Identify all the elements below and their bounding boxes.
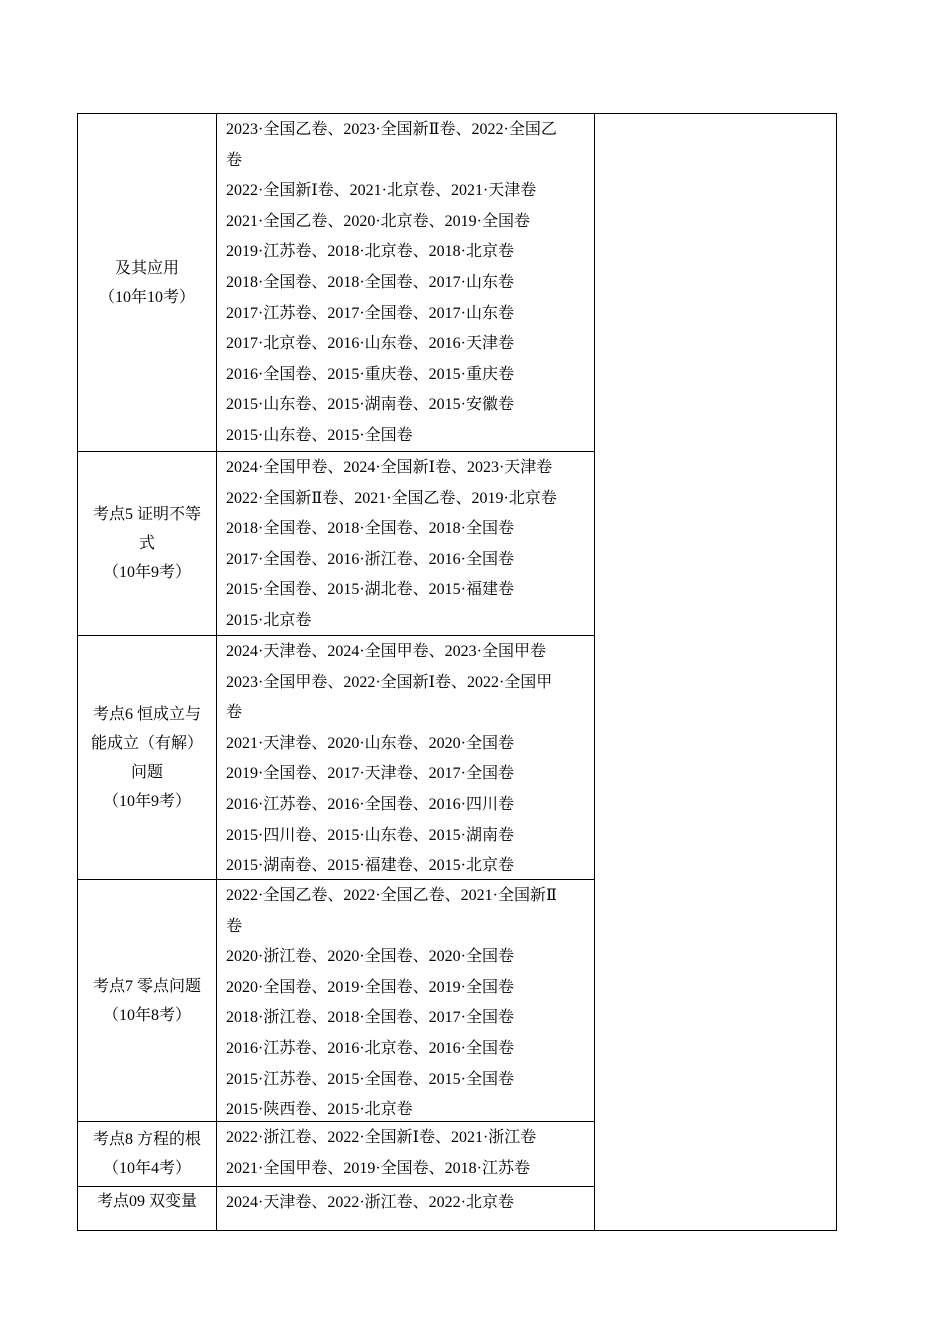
exams-cell xyxy=(218,452,595,635)
topic-text: 考点6 恒成立与 xyxy=(92,705,201,723)
exam-line: 2021·全国乙卷、2020·北京卷、2019·全国卷 xyxy=(226,212,530,230)
exam-line: 2016·全国卷、2015·重庆卷、2015·重庆卷 xyxy=(226,365,514,383)
exam-line: 2018·全国卷、2018·全国卷、2018·全国卷 xyxy=(226,520,514,538)
topic-cell xyxy=(78,636,217,879)
exam-line: 2015·山东卷、2015·全国卷 xyxy=(226,426,413,444)
exam-line: 2016·江苏卷、2016·北京卷、2016·全国卷 xyxy=(226,1039,514,1057)
exam-line: 2019·江苏卷、2018·北京卷、2018·北京卷 xyxy=(226,243,514,261)
topic-text: 考点09 双变量 xyxy=(96,1193,197,1210)
table-row xyxy=(78,879,595,1121)
exam-line: 2016·江苏卷、2016·全国卷、2016·四川卷 xyxy=(226,795,514,813)
exam-line: 2023·全国甲卷、2022·全国新Ⅰ卷、2022·全国甲 xyxy=(226,673,553,691)
exam-line: 2017·全国卷、2016·浙江卷、2016·全国卷 xyxy=(226,550,514,568)
exam-line: 2017·江苏卷、2017·全国卷、2017·山东卷 xyxy=(226,304,514,322)
topic-count: （10年9考） xyxy=(102,564,191,581)
exam-line: 2020·浙江卷、2020·全国卷、2020·全国卷 xyxy=(226,948,514,966)
exam-line: 2021·全国甲卷、2019·全国卷、2018·江苏卷 xyxy=(226,1159,530,1177)
table-row xyxy=(78,451,595,635)
empty-column xyxy=(595,114,837,1230)
table-row xyxy=(78,1186,595,1230)
exam-line: 2024·天津卷、2024·全国甲卷、2023·全国甲卷 xyxy=(226,643,546,660)
exam-line: 卷 xyxy=(226,704,243,722)
exam-line: 2015·陕西卷、2015·北京卷 xyxy=(226,1101,413,1119)
exam-line: 2018·浙江卷、2018·全国卷、2017·全国卷 xyxy=(226,1009,514,1027)
exam-line: 2022·全国新Ⅰ卷、2021·北京卷、2021·天津卷 xyxy=(226,182,537,200)
topic-text: 考点7 零点问题 xyxy=(92,977,201,995)
exam-line: 卷 xyxy=(226,917,243,935)
topic-cell xyxy=(78,452,217,635)
exam-line: 2017·北京卷、2016·山东卷、2016·天津卷 xyxy=(226,335,514,353)
exam-line: 2015·全国卷、2015·湖北卷、2015·福建卷 xyxy=(226,581,514,599)
topic-cell xyxy=(78,114,217,451)
exam-line: 2020·全国卷、2019·全国卷、2019·全国卷 xyxy=(226,978,514,996)
exam-line: 2022·全国新Ⅱ卷、2021·全国乙卷、2019·北京卷 xyxy=(226,489,557,507)
topic-cell xyxy=(78,1187,217,1230)
exam-line: 2022·浙江卷、2022·全国新Ⅰ卷、2021·浙江卷 xyxy=(226,1129,537,1146)
exam-line: 2022·全国乙卷、2022·全国乙卷、2021·全国新Ⅱ xyxy=(226,887,557,904)
exam-line: 2021·天津卷、2020·山东卷、2020·全国卷 xyxy=(226,734,514,752)
topic-text: 及其应用 xyxy=(114,259,179,277)
exams-cell xyxy=(218,1187,595,1230)
topic-count: （10年10考） xyxy=(98,288,195,306)
exam-line: 卷 xyxy=(226,151,243,169)
exam-line: 2018·全国卷、2018·全国卷、2017·山东卷 xyxy=(226,273,514,291)
topic-text: 式 xyxy=(138,535,155,552)
topic-cell xyxy=(78,1122,217,1186)
topic-text: 考点5 证明不等 xyxy=(92,506,201,523)
exam-line: 2019·全国卷、2017·天津卷、2017·全国卷 xyxy=(226,765,514,783)
table-row xyxy=(78,114,595,451)
topic-count: （10年9考） xyxy=(102,792,191,810)
exams-cell xyxy=(218,880,595,1121)
topic-text: 能成立（有解） xyxy=(90,734,203,752)
exam-line: 2023·全国乙卷、2023·全国新Ⅱ卷、2022·全国乙 xyxy=(226,121,557,138)
exam-line: 2024·天津卷、2022·浙江卷、2022·北京卷 xyxy=(226,1194,514,1211)
exam-line: 2015·湖南卷、2015·福建卷、2015·北京卷 xyxy=(226,857,514,875)
exam-line: 2015·江苏卷、2015·全国卷、2015·全国卷 xyxy=(226,1070,514,1088)
topic-count: （10年4考） xyxy=(102,1160,191,1177)
exam-line: 2024·全国甲卷、2024·全国新Ⅰ卷、2023·天津卷 xyxy=(226,459,553,476)
exam-line: 2015·北京卷 xyxy=(226,611,312,629)
table-row xyxy=(78,635,595,879)
topic-cell xyxy=(78,880,217,1121)
table-row xyxy=(78,1121,595,1186)
topic-text: 问题 xyxy=(130,763,163,781)
exams-cell xyxy=(218,1122,595,1186)
topic-count: （10年8考） xyxy=(102,1006,191,1024)
exam-topic-table xyxy=(77,113,837,1231)
exams-cell xyxy=(218,114,595,451)
exams-cell xyxy=(218,636,595,879)
exam-line: 2015·山东卷、2015·湖南卷、2015·安徽卷 xyxy=(226,396,514,414)
topic-text: 考点8 方程的根 xyxy=(92,1131,201,1148)
exam-line: 2015·四川卷、2015·山东卷、2015·湖南卷 xyxy=(226,826,514,844)
